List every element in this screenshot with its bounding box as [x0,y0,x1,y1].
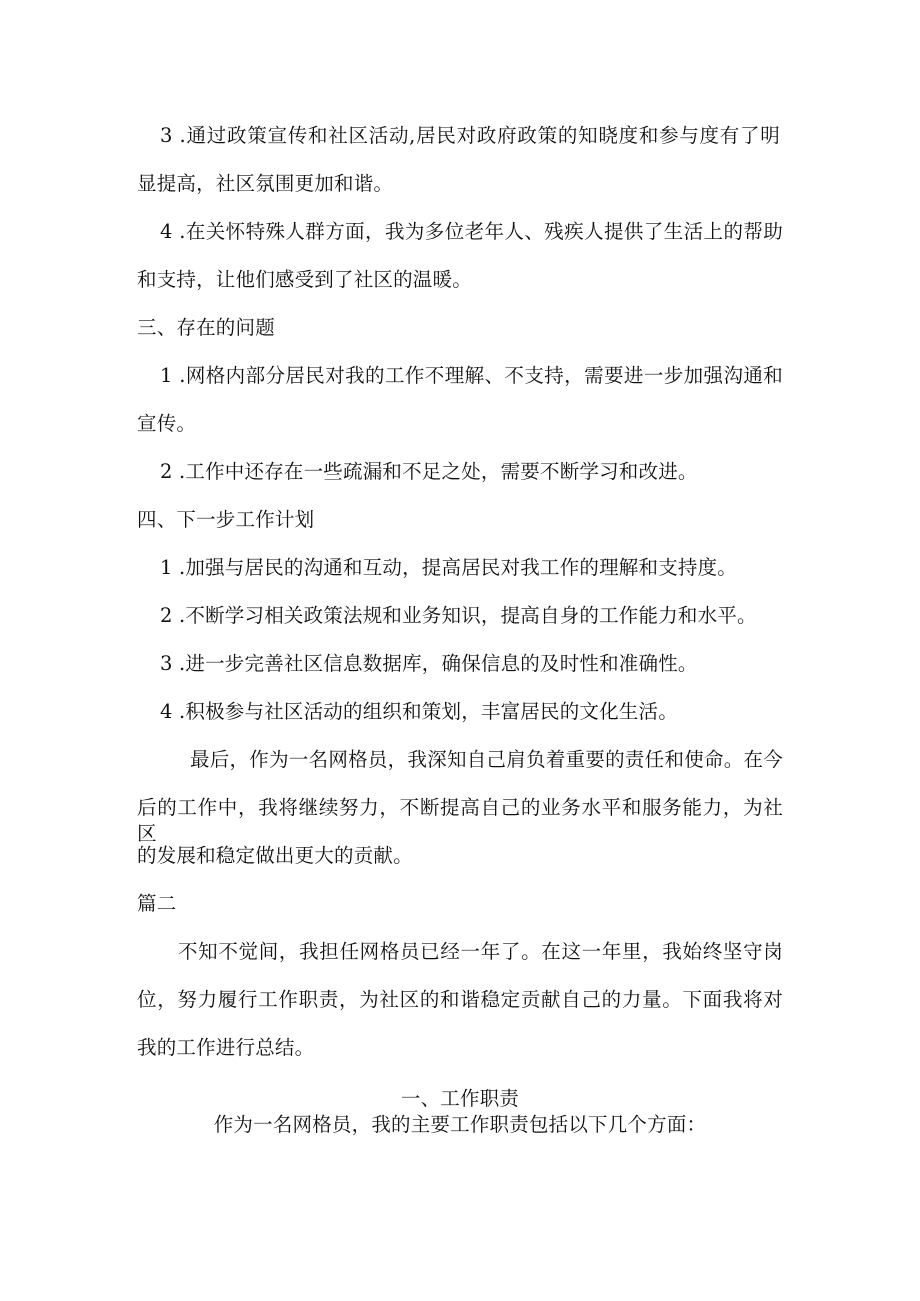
list-item-text: 2 .工作中还存在一些疏漏和不足之处，需要不断学习和改进。 [160,460,698,483]
list-item-text: 3 .进一步完善社区信息数据库，确保信息的及时性和准确性。 [160,652,698,675]
list-item-text: 4 .积极参与社区活动的组织和策划，丰富居民的文化生活。 [160,700,678,723]
paragraph-text: 作为一名网格员，我的主要工作职责包括以下几个方面： [213,1113,707,1136]
section-heading: 篇二 [137,892,177,915]
paragraph-text: 最后，作为一名网格员，我深知自己肩负着重要的责任和使命。在今 [190,748,783,771]
list-item-text: 显提高，社区氛围更加和谐。 [137,172,394,195]
section-heading: 四、下一步工作计划 [137,508,315,531]
list-item-text: 1 .网格内部分居民对我的工作不理解、不支持，需要进一步加强沟通和 [160,364,783,387]
list-item-text: 2 .不断学习相关政策法规和业务知识，提高自身的工作能力和水平。 [160,604,757,627]
paragraph-text: 的发展和稳定做出更大的贡献。 [137,844,413,867]
list-item-text: 1 .加强与居民的沟通和互动，提高居民对我工作的理解和支持度。 [160,556,738,579]
paragraph-text: 不知不觉间，我担任网格员已经一年了。在这一年里，我始终坚守岗 [178,940,783,963]
section-heading: 一、工作职责 [400,1087,520,1110]
section-heading: 三、存在的问题 [137,316,275,339]
paragraph-text: 位，努力履行工作职责，为社区的和谐稳定贡献自己的力量。下面我将对 [137,988,783,1011]
list-item-text: 宣传。 [137,412,197,435]
list-item-text: 和支持，让他们感受到了社区的温暖。 [137,268,472,291]
paragraph-text: 后的工作中，我将继续努力，不断提高自己的业务水平和服务能力，为社区 [137,796,783,845]
paragraph-text: 我的工作进行总结。 [137,1036,315,1059]
list-item-text: 4 .在关怀特殊人群方面，我为多位老年人、残疾人提供了生活上的帮助 [160,220,783,243]
list-item-text: 3 .通过政策宣传和社区活动,居民对政府政策的知晓度和参与度有了明 [160,124,780,147]
